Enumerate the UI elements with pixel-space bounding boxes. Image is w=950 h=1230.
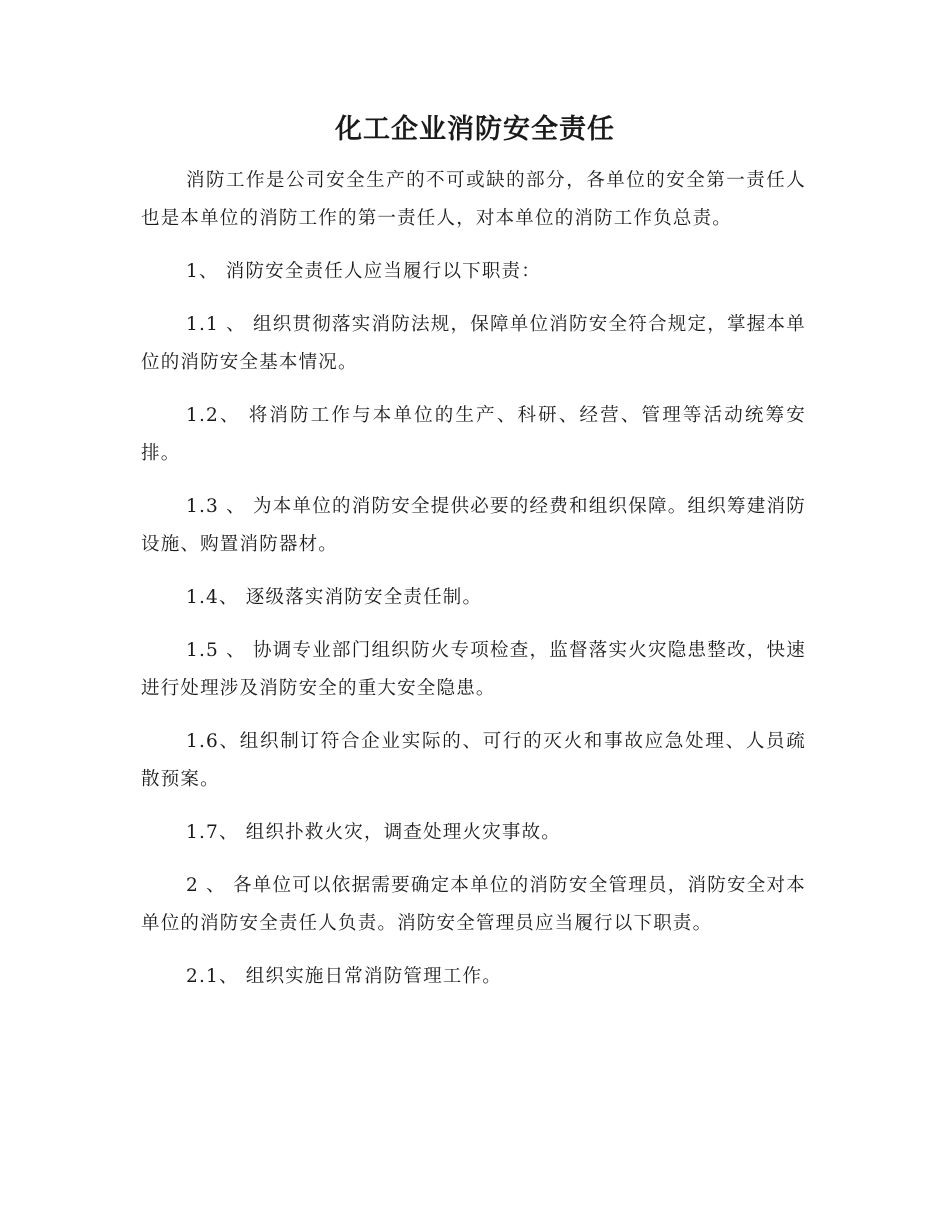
clause-1-3: 1.3 、 为本单位的消防安全提供必要的经费和组织保障。组织筹建消防设施、购置消防器材。 — [141, 496, 806, 555]
clause-1-1: 1.1 、 组织贯彻落实消防法规，保障单位消防安全符合规定，掌握本单位的消防安全基本情况。 — [141, 314, 806, 373]
document-body — [141, 162, 806, 1011]
intro-paragraph: 消防工作是公司安全生产的不可或缺的部分，各单位的安全第一责任人也是本单位的消防工作的第一责任人，对本单位的消防工作负总责。 — [141, 170, 806, 229]
clause-1-5: 1.5 、 协调专业部门组织防火专项检查，监督落实火灾隐患整改，快速进行处理涉及消防安全的重大安全隐患。 — [141, 640, 806, 699]
document-title: 化工企业消防安全责任 — [335, 114, 615, 145]
clause-2-1: 2.1、 组织实施日常消防管理工作。 — [186, 966, 502, 987]
clause-1-4: 1.4、 逐级落实消防安全责任制。 — [186, 587, 483, 608]
section-1-heading: 1、 消防安全责任人应当履行以下职责： — [186, 261, 541, 282]
clause-1-2: 1.2、 将消防工作与本单位的生产、科研、经营、管理等活动统筹安排。 — [141, 405, 806, 464]
section-2-paragraph: 2 、 各单位可以依据需要确定本单位的消防安全管理员，消防安全对本单位的消防安全责任人负责。消防安全管理员应当履行以下职责。 — [141, 875, 806, 934]
clause-1-6: 1.6、组织制订符合企业实际的、可行的灭火和事故应急处理、人员疏散预案。 — [141, 731, 806, 790]
clause-1-7: 1.7、 组织扑救火灾，调查处理火灾事故。 — [186, 822, 562, 843]
